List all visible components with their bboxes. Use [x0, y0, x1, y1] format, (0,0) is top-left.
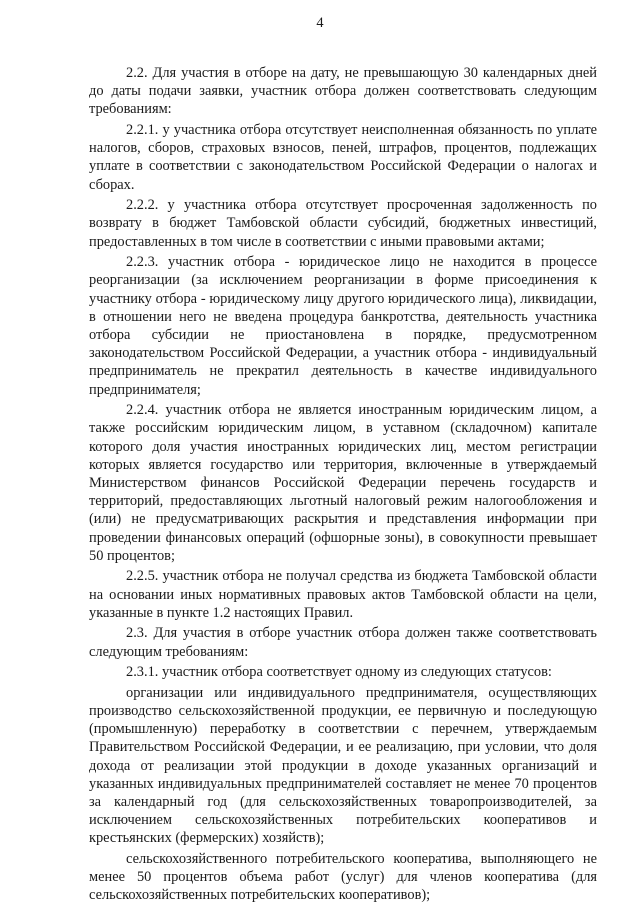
- paragraph-2-2-5: 2.2.5. участник отбора не получал средства из бюджета Тамбовской области на основании иных нормативных правовых актов Тамбовской области на цели, указанные в пункте 1.2 настоящих Правил.: [89, 568, 597, 621]
- paragraph-2-2-2: 2.2.2. у участника отбора отсутствует просроченная задолженность по возврату в бюджет Тамбовской области субсидий, бюджетных инвестиций, предоставленных в том числе в соответствии с иными правовыми актами;: [89, 197, 597, 250]
- paragraph-2-3: 2.3. Для участия в отборе участник отбора должен также соответствовать следующим требованиям:: [89, 625, 597, 660]
- paragraph-2-2-3: 2.2.3. участник отбора - юридическое лицо не находится в процессе реорганизации (за исключением реорганизации в форме присоединения к участнику отбора - юридическому лицу другого юридического лица), ликвидации, в отношении него не введена процедура банкротства, деятельность участника отбора субсидии не приостановлена в порядке, предусмотренном законодательством Российской Федерации, а участник отбора - индивидуальный предприниматель не прекратил деятельность в качестве индивидуального предпринимателя;: [89, 254, 597, 398]
- paragraph-2-2: 2.2. Для участия в отборе на дату, не превышающую 30 календарных дней до даты подачи заявки, участник отбора должен соответствовать следующим требованиям:: [89, 65, 597, 118]
- paragraph-2-2-4: 2.2.4. участник отбора не является иностранным юридическим лицом, а также российским юридическим лицом, в уставном (складочном) капитале которого доля участия иностранных юридических лиц, местом регистрации которых является государство или территория, включенные в утверждаемый Министерством финансов Российской Федерации перечень государств и территорий, предоставляющих льготный налоговый режим налогообложения и (или) не предусматривающих раскрытия и представления информации при проведении финансовых операций (офшорные зоны), в совокупности превышает 50 процентов;: [89, 402, 597, 564]
- page-number: 4: [316, 15, 324, 31]
- paragraph-2-3-1: 2.3.1. участник отбора соответствует одному из следующих статусов:: [126, 664, 552, 681]
- paragraph-status-organization: организации или индивидуального предпринимателя, осуществляющих производство сельскохозяйственной продукции, ее первичную и последующую (промышленную) переработку в соответствии с перечнем, утверждаемым Правительством Российской Федерации, и ее реализацию, при условии, что доля дохода от реализации этой продукции в доходе указанных организаций и указанных индивидуальных предпринимателей составляет не менее 70 процентов за календарный год (для сельскохозяйственных товаропроизводителей, за исключением сельскохозяйственных потребительских кооперативов и крестьянских (фермерских) хозяйств);: [89, 684, 597, 847]
- paragraph-status-cooperative: сельскохозяйственного потребительского кооператива, выполняющего не менее 50 процентов объема работ (услуг) для членов кооператива (для сельскохозяйственных потребительских кооперативов);: [89, 851, 597, 904]
- paragraph-2-2-1: 2.2.1. у участника отбора отсутствует неисполненная обязанность по уплате налогов, сборов, страховых взносов, пеней, штрафов, процентов, подлежащих уплате в соответствии с законодательством Российской Федерации о налогах и сборах.: [89, 122, 597, 193]
- document-body: [89, 64, 597, 907]
